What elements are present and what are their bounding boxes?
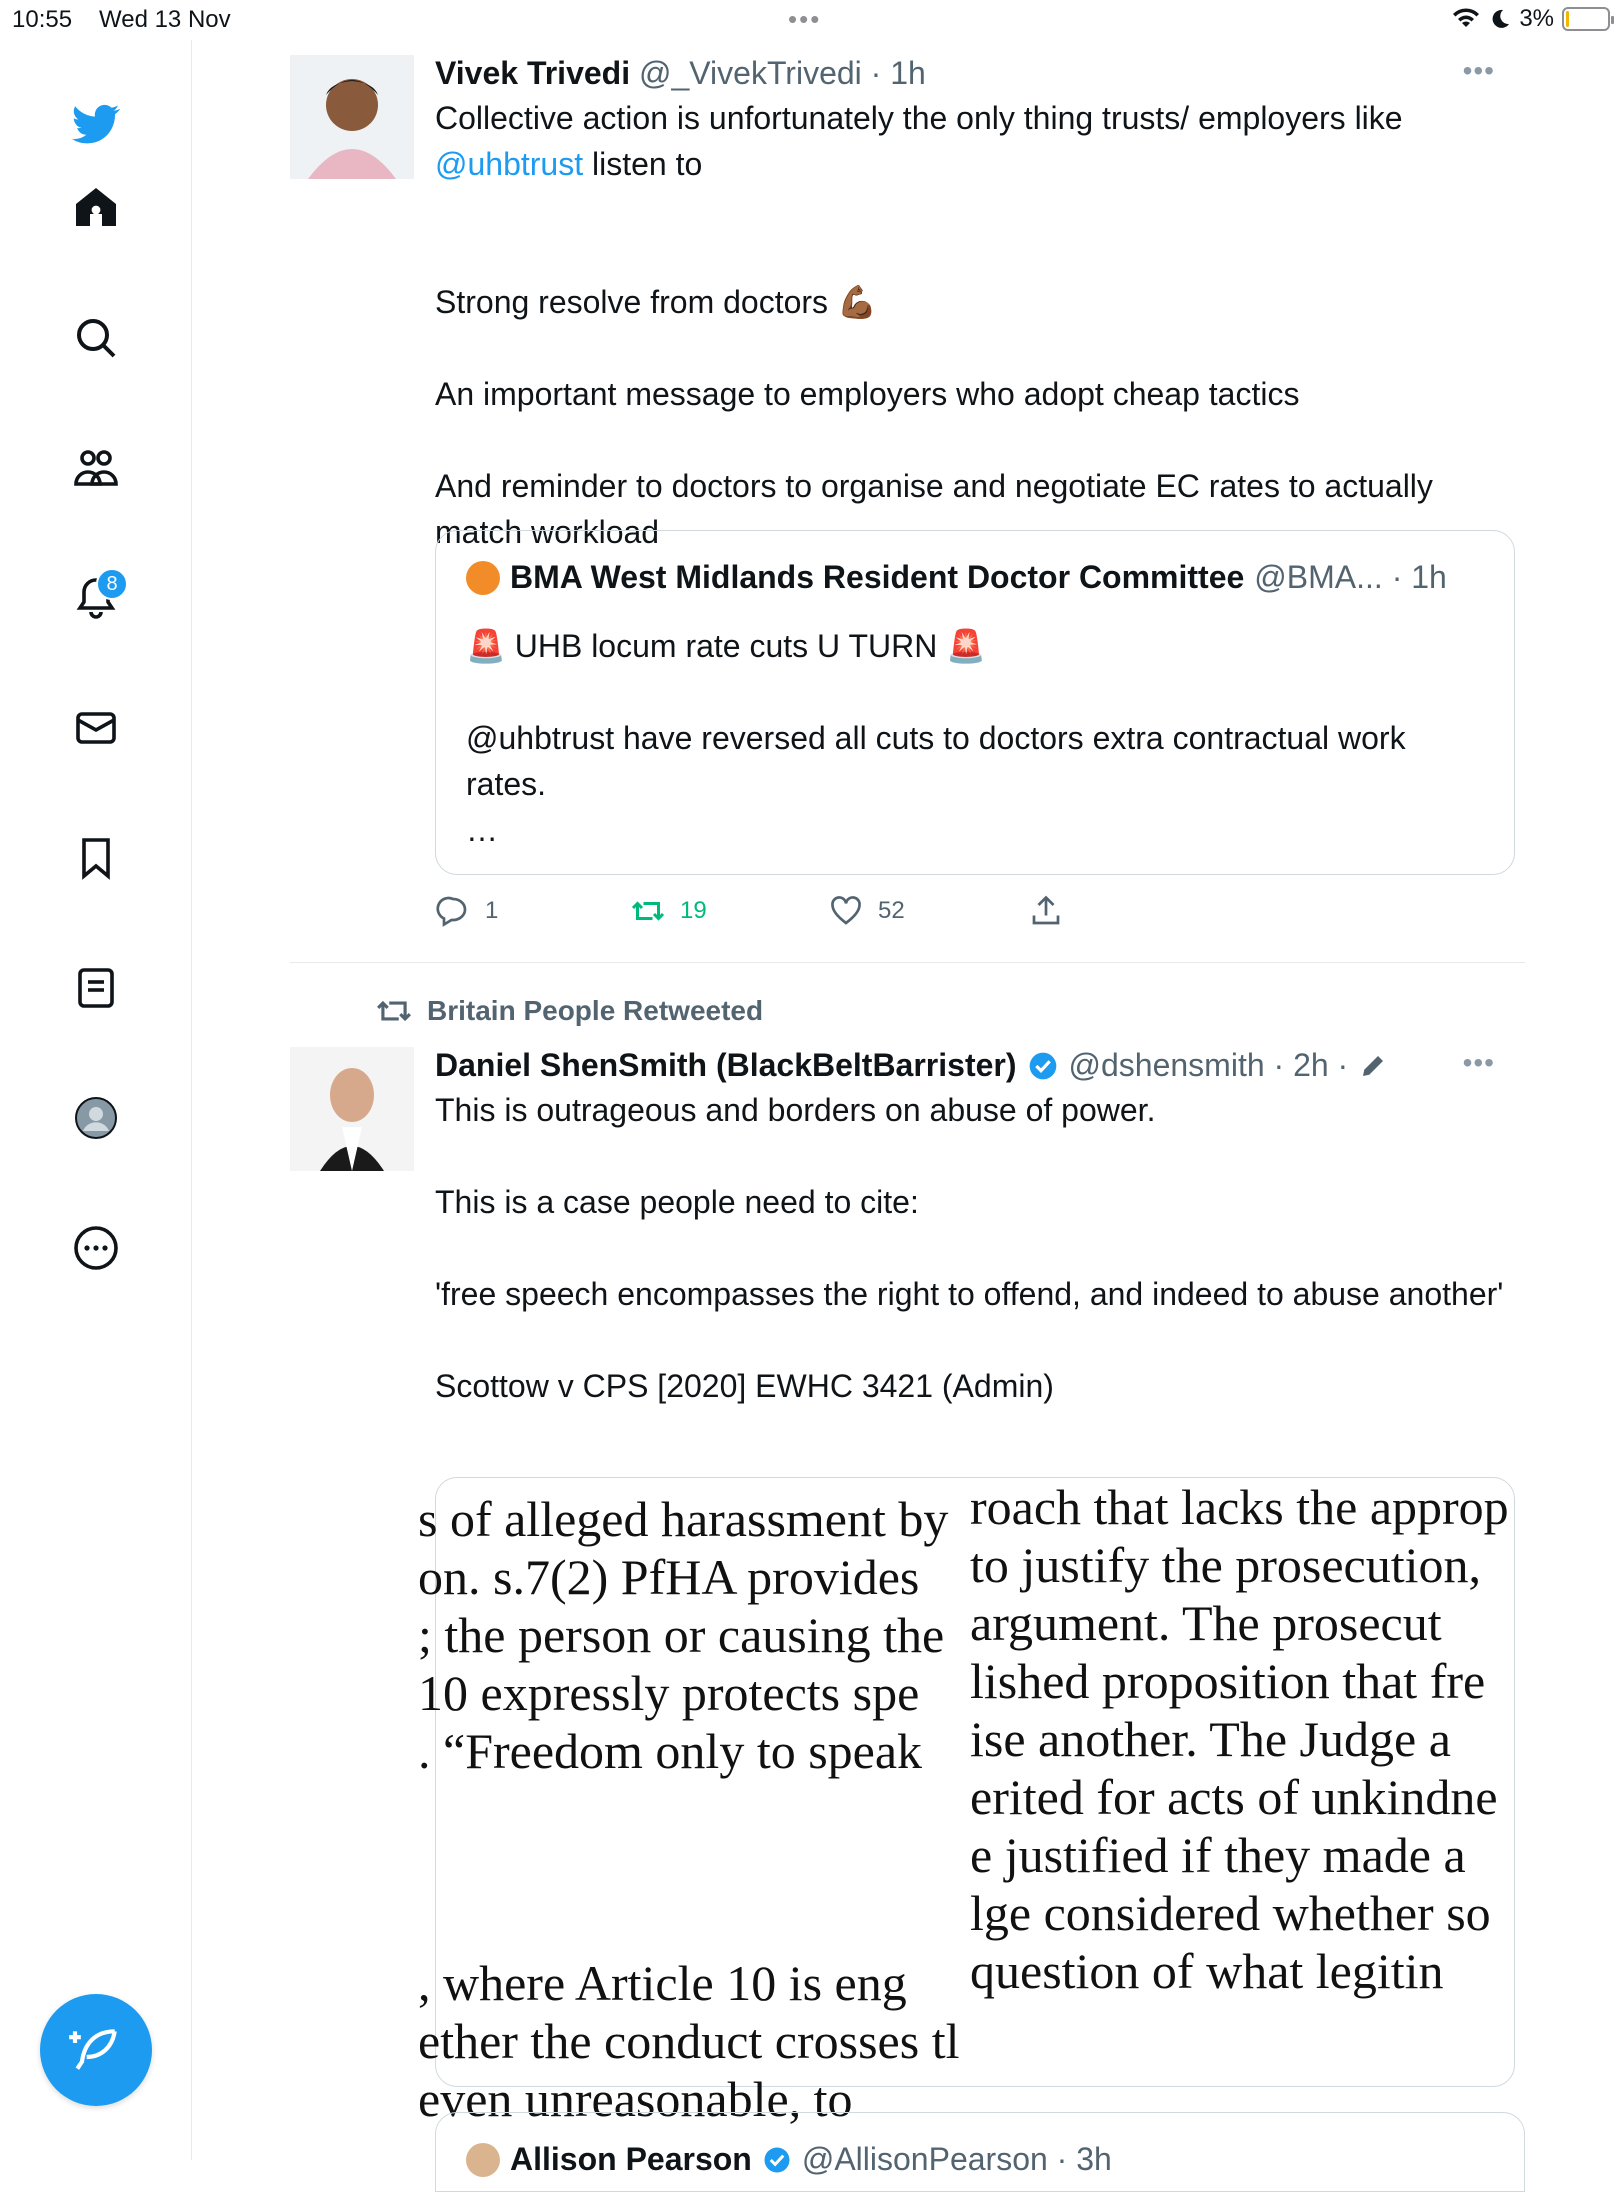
retweet-small-icon	[375, 992, 413, 1030]
quote-author-name: BMA West Midlands Resident Doctor Committee	[510, 559, 1245, 595]
mention-link[interactable]: @uhbtrust	[435, 146, 584, 182]
reply-icon	[435, 893, 471, 929]
document-line	[418, 1838, 976, 1896]
notifications-badge: 8	[96, 568, 128, 600]
status-bar	[0, 0, 1620, 40]
document-line: 10 expressly protects spe	[418, 1665, 920, 1721]
quote-text: 🚨 UHB locum rate cuts U TURN 🚨 @uhbtrust have reversed all cuts to doctors extra contractual work rates. …	[466, 628, 1406, 848]
document-line: ise another. The Judge a	[970, 1711, 1451, 1767]
verified-badge-icon	[762, 2145, 792, 2175]
tweet-card[interactable]	[290, 1047, 1525, 2127]
quote-author-name: Allison Pearson	[510, 2141, 752, 2177]
battery-percent: 3%	[1519, 5, 1554, 32]
author-handle-time[interactable]: @dshensmith · 2h ·	[1068, 1047, 1349, 1083]
retweet-button[interactable]	[630, 893, 707, 929]
document-excerpt-left	[418, 1478, 976, 2127]
retweet-icon	[630, 893, 666, 929]
author-handle-time[interactable]: @_VivekTrivedi · 1h	[638, 55, 926, 91]
communities-icon[interactable]	[62, 434, 130, 502]
profile-avatar-icon[interactable]	[62, 1084, 130, 1152]
tweet-text-part2: listen to	[583, 146, 703, 182]
quoted-tweet[interactable]	[435, 530, 1515, 875]
document-line: lge considered whether so	[970, 1885, 1491, 1941]
document-line: e justified if they made a	[970, 1827, 1466, 1883]
tweet-body	[435, 95, 1515, 187]
messages-icon[interactable]	[62, 694, 130, 762]
tweet-text-part1: Collective action is unfortunately the only thing trusts/ employers like	[435, 100, 1403, 136]
document-line: . “Freedom only to speak	[418, 1723, 923, 1779]
quote-header	[466, 2141, 1112, 2178]
like-button[interactable]	[828, 893, 905, 929]
compose-tweet-button[interactable]	[40, 1994, 152, 2106]
wifi-icon	[1451, 7, 1481, 31]
tweet-card[interactable]	[290, 55, 1525, 955]
moon-icon	[1489, 8, 1511, 30]
tweet-more-button[interactable]: •••	[1462, 55, 1495, 86]
retweet-count: 19	[680, 897, 707, 924]
sidebar	[0, 40, 192, 2160]
document-line: to justify the prosecution,	[970, 1537, 1482, 1593]
compose-feather-icon	[68, 2022, 124, 2078]
document-line: erited for acts of unkindne	[970, 1769, 1498, 1825]
author-name[interactable]: Daniel ShenSmith (BlackBeltBarrister)	[435, 1047, 1017, 1083]
bookmarks-icon[interactable]	[62, 824, 130, 892]
quote-header	[466, 559, 1447, 596]
author-avatar[interactable]	[290, 55, 414, 179]
twitter-logo-icon[interactable]	[62, 90, 130, 158]
tweet-text-rest: Strong resolve from doctors 💪🏾 An important message to employers who adopt cheap tactics And reminder to doctors to organise and negotiate EC rates to actually match workload	[435, 284, 1433, 550]
attached-document-image[interactable]	[418, 1477, 1515, 2127]
retweeted-by-line[interactable]	[375, 992, 763, 1030]
quote-author-logo	[466, 561, 500, 595]
share-icon	[1028, 893, 1064, 929]
battery-icon	[1562, 7, 1610, 31]
more-options-icon[interactable]	[62, 1214, 130, 1282]
tweet-divider	[290, 962, 1525, 963]
multitasking-dots[interactable]: •••	[788, 4, 822, 34]
like-count: 52	[878, 897, 905, 924]
notifications-bell-icon[interactable]	[62, 564, 130, 632]
home-icon[interactable]	[62, 174, 130, 242]
retweeted-by-text: Britain People Retweeted	[427, 995, 764, 1026]
verified-badge-icon	[1027, 1050, 1059, 1082]
quote-author-handle: @BMA... · 1h	[1254, 559, 1447, 595]
tweet-header	[435, 1047, 1388, 1084]
document-line	[418, 1780, 976, 1838]
share-button[interactable]	[1028, 893, 1064, 929]
status-date: Wed 13 Nov	[99, 6, 231, 33]
edited-pencil-icon[interactable]	[1358, 1051, 1388, 1081]
tweet-actions	[435, 893, 1135, 933]
lists-icon[interactable]	[62, 954, 130, 1022]
document-line: , where Article 10 is eng	[418, 1955, 907, 2011]
document-line: s of alleged harassment by	[418, 1491, 949, 1547]
document-line	[418, 1896, 976, 1954]
document-excerpt-right	[970, 1478, 1516, 2086]
tweet-header	[435, 55, 926, 92]
document-line: even unreasonable, to	[418, 2071, 853, 2127]
reply-button[interactable]	[435, 893, 498, 929]
document-line: ; the person or causing the	[418, 1607, 945, 1663]
document-line: question of what legitin	[970, 1943, 1444, 1999]
quoted-tweet[interactable]	[435, 2112, 1525, 2192]
tweet-more-button[interactable]: •••	[1462, 1047, 1495, 1078]
status-time: 10:55	[12, 6, 73, 33]
tweet-body: This is outrageous and borders on abuse of power. This is a case people need to cite: 'free speech encompasses the right to offend, and indeed to abuse another' Scottow v CPS [2020] EWHC 3421 (Admin)	[435, 1092, 1504, 1404]
document-line: on. s.7(2) PfHA provides	[418, 1549, 920, 1605]
document-line: argument. The prosecut	[970, 1595, 1442, 1651]
document-line: ether the conduct crosses tl	[418, 2013, 960, 2069]
quote-author-handle: @AllisonPearson · 3h	[801, 2141, 1112, 2177]
quote-author-avatar	[466, 2143, 500, 2177]
document-line: roach that lacks the approp	[970, 1479, 1509, 1535]
author-avatar[interactable]	[290, 1047, 414, 1171]
author-name[interactable]: Vivek Trivedi	[435, 55, 631, 91]
search-icon[interactable]	[62, 304, 130, 372]
reply-count: 1	[485, 897, 499, 924]
heart-icon	[828, 893, 864, 929]
document-line: lished proposition that fre	[970, 1653, 1486, 1709]
status-right	[1451, 5, 1610, 33]
